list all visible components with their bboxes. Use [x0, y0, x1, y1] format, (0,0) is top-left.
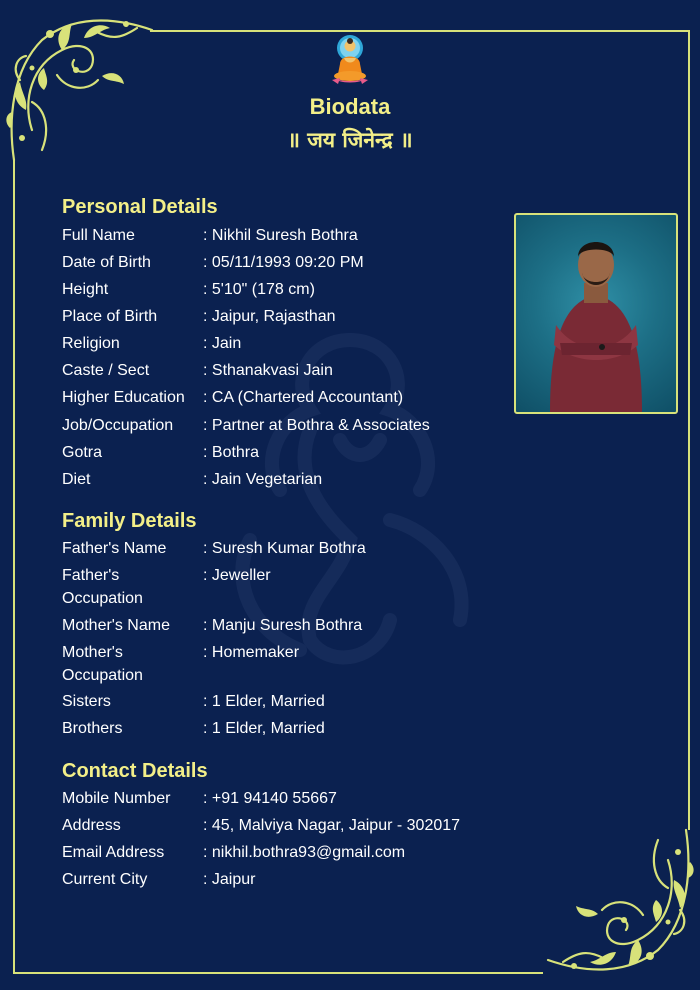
row-label: Email Address — [62, 844, 165, 861]
row-value: : Homemaker — [203, 644, 300, 661]
frame-top-line — [150, 30, 690, 32]
row-value: : Bothra — [203, 444, 260, 461]
row-value: : +91 94140 55667 — [203, 790, 337, 807]
row-value: : nikhil.bothra93@gmail.com — [203, 844, 406, 861]
row-label: Date of Birth — [62, 254, 151, 271]
family-details-heading: Family Details — [62, 510, 197, 532]
row-value: : 45, Malviya Nagar, Jaipur - 302017 — [203, 817, 461, 834]
row-label: Religion — [62, 335, 120, 352]
row-label: Place of Birth — [62, 308, 158, 325]
row-label: Diet — [62, 471, 91, 488]
row-value: : Sthanakvasi Jain — [203, 362, 333, 379]
row-label: Full Name — [62, 227, 135, 244]
row-label: Father's Name — [62, 540, 167, 557]
row-value: : CA (Chartered Accountant) — [203, 389, 404, 406]
frame-bottom-line — [13, 972, 543, 974]
contact-details-heading: Contact Details — [62, 760, 208, 782]
greeting-subtitle: ॥ जय जिनेन्द्र ॥ — [287, 128, 413, 152]
row-label: Address — [62, 817, 121, 834]
row-value: : 1 Elder, Married — [203, 720, 325, 737]
row-value: : Jeweller — [203, 567, 271, 584]
row-value: : 5'10" (178 cm) — [203, 281, 315, 298]
row-label: Mobile Number — [62, 790, 171, 807]
row-value: : 1 Elder, Married — [203, 693, 325, 710]
row-label: Gotra — [62, 444, 103, 461]
row-value: : 05/11/1993 09:20 PM — [203, 254, 364, 271]
person-portrait-icon — [516, 215, 676, 412]
row-label: Mother's Name — [62, 617, 170, 634]
row-value: : Jain Vegetarian — [203, 471, 323, 488]
row-value: : Jaipur, Rajasthan — [203, 308, 336, 325]
row-label: Sisters — [62, 693, 111, 710]
bottom-right-floral-ornament — [538, 820, 698, 980]
row-label: Height — [62, 281, 109, 298]
row-label: Father's Occupation — [62, 567, 143, 607]
row-value: : Suresh Kumar Bothra — [203, 540, 366, 557]
row-label: Brothers — [62, 720, 123, 737]
row-label: Higher Education — [62, 389, 185, 406]
row-value: : Nikhil Suresh Bothra — [203, 227, 358, 244]
row-value: : Manju Suresh Bothra — [203, 617, 363, 634]
row-label: Caste / Sect — [62, 362, 150, 379]
row-label: Job/Occupation — [62, 417, 174, 434]
meditating-deity-icon — [328, 34, 372, 86]
row-value: : Partner at Bothra & Associates — [203, 417, 430, 434]
profile-photo — [514, 213, 678, 414]
frame-left-line — [13, 160, 15, 974]
row-value: : Jaipur — [203, 871, 256, 888]
document-title: Biodata — [309, 94, 391, 119]
personal-details-heading: Personal Details — [62, 196, 218, 218]
row-label: Mother's Occupation — [62, 644, 143, 684]
row-value: : Jain — [203, 335, 242, 352]
row-label: Current City — [62, 871, 148, 888]
